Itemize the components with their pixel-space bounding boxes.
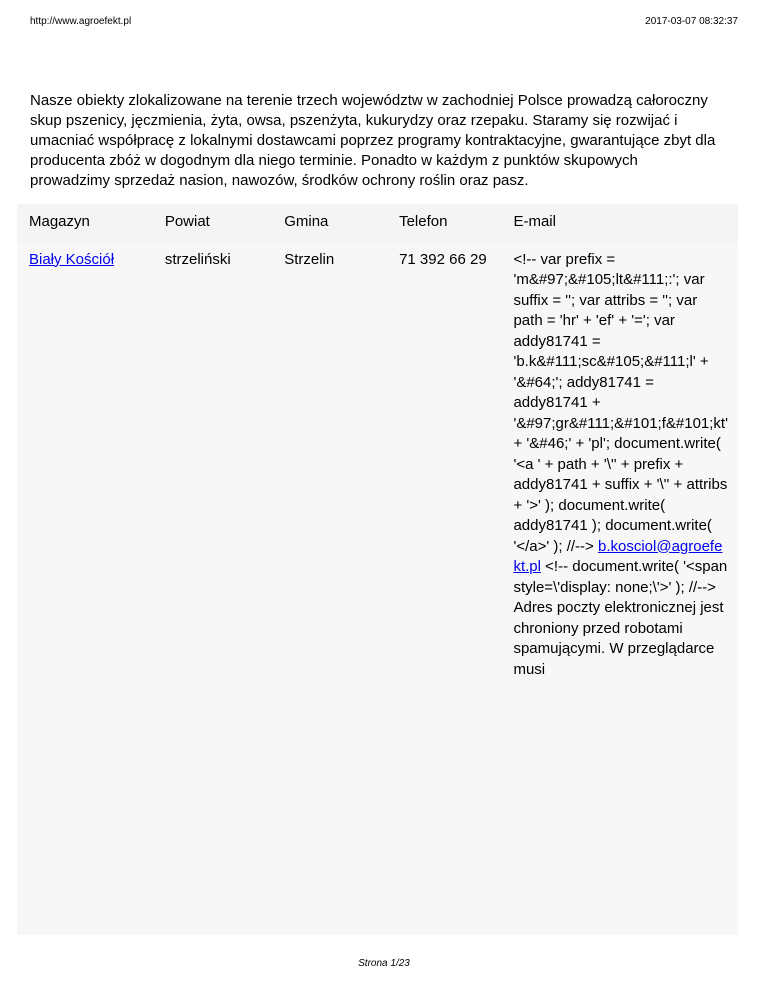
email-obfuscation-script: <!-- var prefix = 'm&#97;&#105;lt&#111;:'; var suffix = ''; var attribs = ''; var path = 'hr' + 'ef' + '='; var addy81741 = 'b.k&#111;sc&#105;&#111;l' + '&#64;'; addy81741 = addy81741 + '&#97;gr&#111;&#101;f&#101;kt' + '&#46;' + 'pl'; document.write( '<a ' + path + '\'' + prefix + addy81741 + suffix + '\'' + attribs + '>' ); document.write( addy81741 ); document.write( '</a>' ); //--> xyxy=(513,250,728,555)
header-timestamp: 2017-03-07 08:32:37 xyxy=(645,16,738,27)
table-row xyxy=(17,242,738,935)
cell-magazyn xyxy=(17,242,153,935)
print-header xyxy=(30,16,738,27)
table-header-row xyxy=(17,204,738,242)
cell-gmina: Strzelin xyxy=(272,242,387,935)
email-link[interactable]: b.kosciol@agroefekt.pl xyxy=(513,537,723,575)
column-header-gmina: Gmina xyxy=(272,204,387,242)
warehouse-table xyxy=(17,204,738,935)
page-number: Strona 1/23 xyxy=(358,958,410,969)
cell-telefon: 71 392 66 29 xyxy=(387,242,501,935)
intro-paragraph: Nasze obiekty zlokalizowane na terenie trzech województw w zachodniej Polsce prowadzą całoroczny skup pszenicy, jęczmienia, żyta, owsa, pszenżyta, kukurydzy oraz rzepaku. Staramy się rozwijać i umacniać współpracę z lokalnymi dostawcami poprzez programy kontraktacyjne, gwarantujące zbyt dla producenta zbóż w dogodnym dla niego terminie. Ponadto w każdym z punktów skupowych prowadzimy sprzedaż nasion, nawozów, środków ochrony roślin oraz pasz. xyxy=(30,92,716,189)
column-header-powiat: Powiat xyxy=(153,204,272,242)
email-cell-content xyxy=(513,250,728,926)
cell-email xyxy=(501,242,738,935)
column-header-email: E-mail xyxy=(501,204,738,242)
column-header-magazyn: Magazyn xyxy=(17,204,153,242)
page-footer xyxy=(0,958,768,969)
cell-powiat: strzeliński xyxy=(153,242,272,935)
warehouse-link[interactable]: Biały Kościół xyxy=(29,250,115,268)
email-protection-notice: <!-- document.write( '<span style=\'display: none;\'>' ); //--> Adres poczty elektronicznej jest chroniony przed robotami spamującymi. W przeglądarce musi xyxy=(513,558,728,678)
column-header-telefon: Telefon xyxy=(387,204,501,242)
header-url: http://www.agroefekt.pl xyxy=(30,16,132,27)
